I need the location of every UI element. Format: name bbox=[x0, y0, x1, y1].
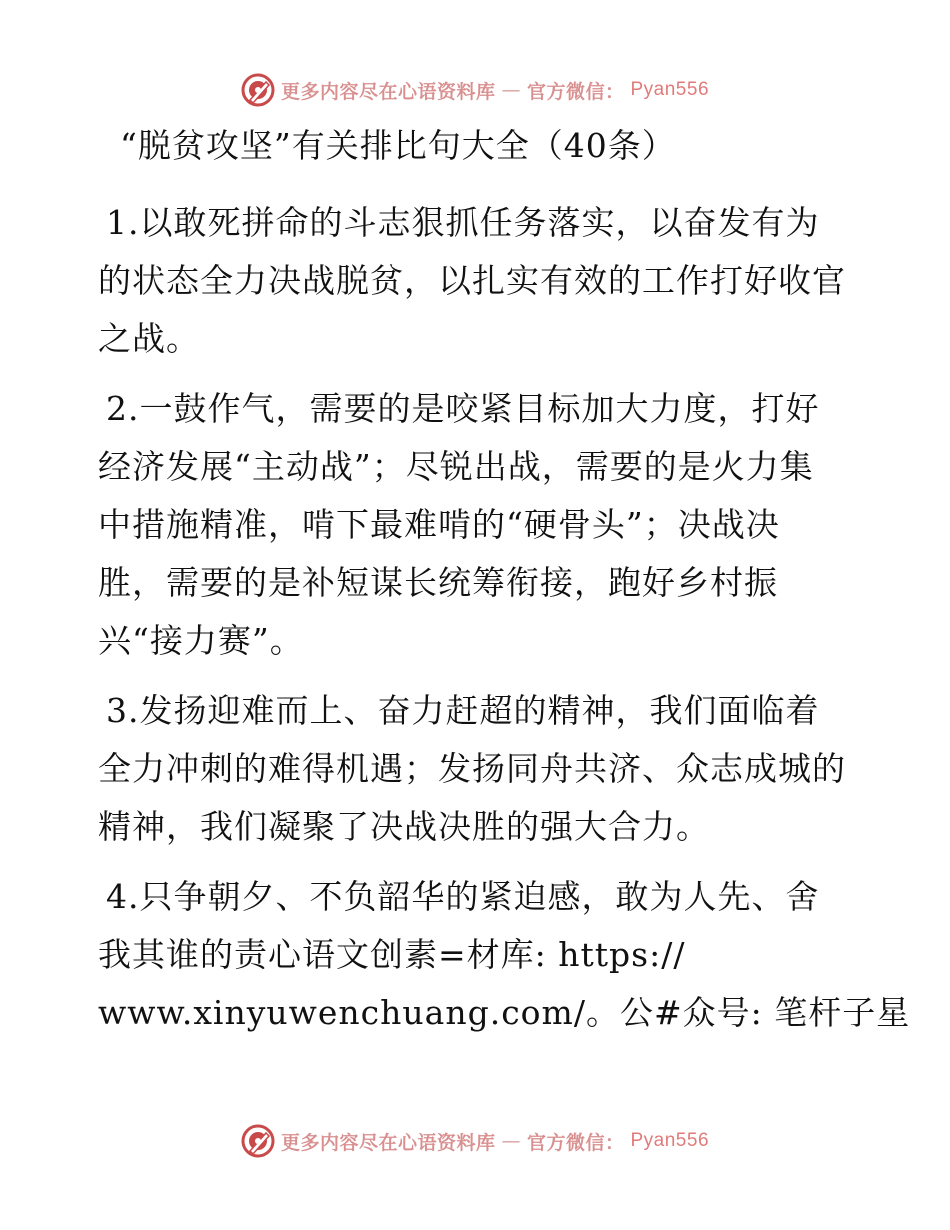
paragraph-line: 全力冲刺的难得机遇；发扬同舟共济、众志成城的 bbox=[98, 749, 846, 788]
pen-logo-icon bbox=[241, 1124, 275, 1158]
paragraph-line: 的状态全力决战脱贫，以扎实有效的工作打好收官 bbox=[98, 261, 846, 300]
banner-wechat-id: Pyan556 bbox=[630, 79, 710, 100]
paragraph-line: 兴“接力赛”。 bbox=[98, 621, 304, 660]
banner-wechat-id: Pyan556 bbox=[630, 1130, 710, 1151]
paragraph-2 bbox=[98, 380, 858, 670]
paragraph-line: 精神，我们凝聚了决战决胜的强大合力。 bbox=[98, 807, 710, 846]
paragraph-3 bbox=[98, 682, 858, 856]
paragraph-line: 之战。 bbox=[98, 319, 200, 358]
header-watermark bbox=[0, 72, 950, 108]
paragraph-line: 3.发扬迎难而上、奋力赶超的精神，我们面临着 bbox=[106, 691, 820, 730]
paragraph-line: 4.只争朝夕、不负韶华的紧迫感，敢为人先、舍 bbox=[106, 877, 820, 916]
banner-wechat-label: 官方微信： bbox=[526, 80, 625, 103]
document-title: “脱贫攻坚”有关排比句大全（40条） bbox=[120, 126, 676, 165]
paragraph-line: 中措施精准，啃下最难啃的“硬骨头”；决战决 bbox=[98, 505, 780, 544]
pen-logo-icon bbox=[241, 73, 275, 107]
banner-wechat-label: 官方微信： bbox=[526, 1131, 625, 1154]
paragraph-line: www.xinyuwenchuang.com/。公#众号: 笔杆子星 bbox=[98, 993, 911, 1032]
document-body bbox=[98, 120, 911, 1042]
paragraph-1 bbox=[98, 194, 858, 368]
paragraph-line: 我其谁的责心语文创素=材库: https:// bbox=[98, 935, 686, 974]
paragraph-line: 2.一鼓作气，需要的是咬紧目标加大力度，打好 bbox=[106, 389, 820, 428]
paragraph-4 bbox=[98, 868, 911, 1042]
banner-separator: — bbox=[501, 1130, 521, 1152]
paragraph-line: 1.以敢死拼命的斗志狠抓任务落实，以奋发有为 bbox=[106, 203, 820, 242]
banner-site-name: 更多内容尽在心语资料库 bbox=[280, 80, 496, 103]
banner-site-name: 更多内容尽在心语资料库 bbox=[280, 1131, 496, 1154]
paragraph-line: 胜，需要的是补短谋长统筹衔接，跑好乡村振 bbox=[98, 563, 778, 602]
paragraph-line: 经济发展“主动战”；尽锐出战，需要的是火力集 bbox=[98, 447, 814, 486]
footer-watermark bbox=[0, 1123, 950, 1159]
banner-separator: — bbox=[501, 79, 521, 101]
